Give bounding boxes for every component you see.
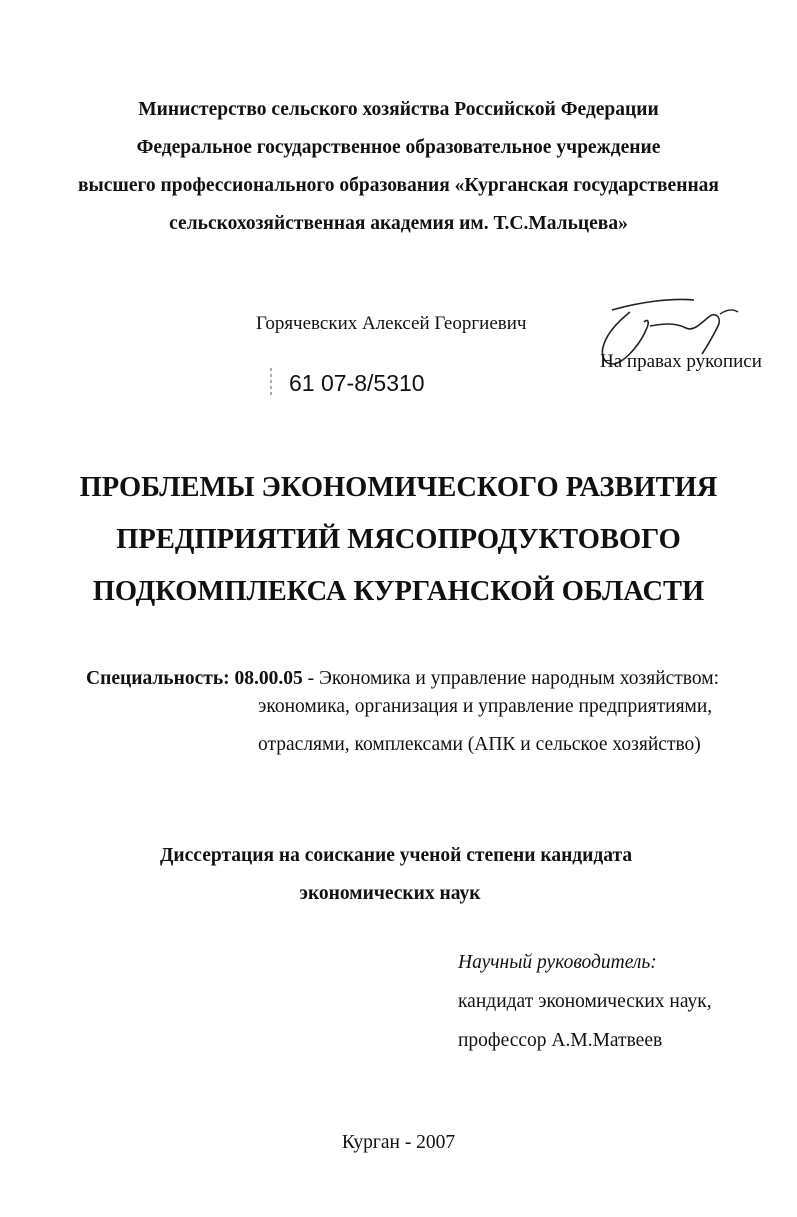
institution-header — [0, 91, 797, 243]
stamp-mark-icon — [269, 368, 273, 398]
institution-line: высшего профессионального образования «Курганская государственная — [78, 175, 719, 196]
institution-line: Федеральное государственное образовательное учреждение — [136, 137, 661, 158]
specialty-line: отраслями, комплексами (АПК и сельское хозяйство) — [258, 734, 701, 755]
catalog-code: 61 07-8/5310 — [289, 370, 425, 396]
degree-statement — [160, 837, 633, 913]
title-line: ПРЕДПРИЯТИЙ МЯСОПРОДУКТОВОГО — [116, 524, 681, 555]
specialty-line — [86, 660, 719, 698]
title-line: ПОДКОМПЛЕКСА КУРГАНСКОЙ ОБЛАСТИ — [92, 576, 705, 607]
specialty-description: - Экономика и управление народным хозяйством: — [302, 668, 720, 689]
specialty-line: экономика, организация и управление предприятиями, — [258, 696, 713, 717]
supervisor-degree: кандидат экономических наук, — [458, 991, 712, 1012]
supervisor-role: Научный руководитель: — [458, 952, 657, 973]
specialty-label: Специальность: 08.00.05 — [86, 668, 303, 689]
supervisor-block — [458, 943, 712, 1060]
city-year: Курган - 2007 — [341, 1132, 456, 1153]
author-name: Горячевских Алексей Георгиевич — [256, 313, 527, 334]
degree-line: Диссертация на соискание ученой степени кандидата — [160, 845, 633, 866]
title-line: ПРОБЛЕМЫ ЭКОНОМИЧЕСКОГО РАЗВИТИЯ — [79, 472, 718, 503]
manuscript-rights-note: На правах рукописи — [600, 351, 762, 372]
supervisor-name: профессор А.М.Матвеев — [458, 1030, 663, 1051]
dissertation-title — [0, 462, 797, 618]
institution-line: Министерство сельского хозяйства Российской Федерации — [138, 99, 659, 120]
degree-line: экономических наук — [299, 883, 481, 904]
institution-line: сельскохозяйственная академия им. Т.С.Мальцева» — [169, 213, 628, 234]
